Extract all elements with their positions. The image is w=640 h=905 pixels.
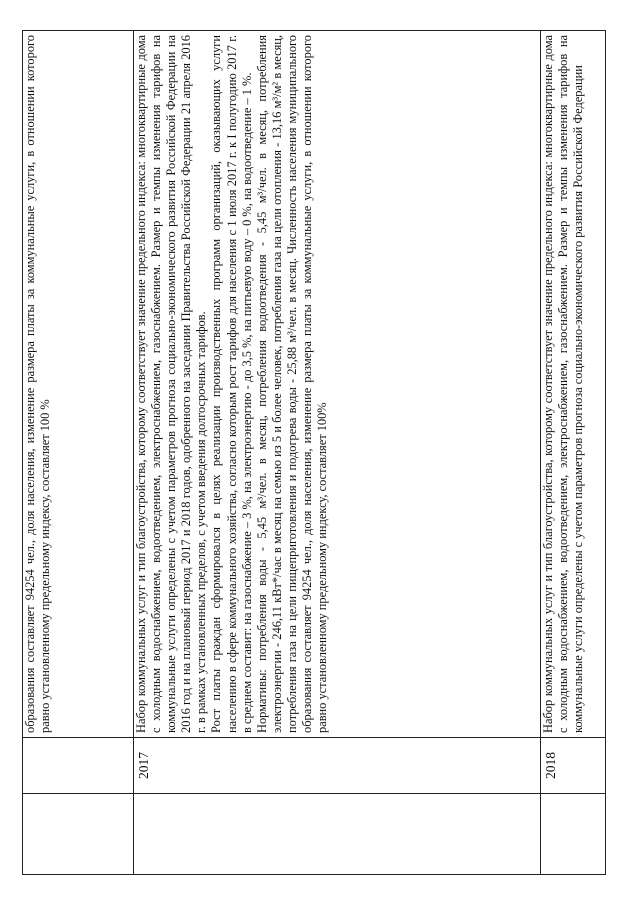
description-cell [541,31,606,738]
year-label [23,738,25,793]
year-cell [134,738,541,794]
year-label: 2017 [136,752,151,779]
year-cell [541,738,606,794]
table-row [23,31,134,875]
empty-cell [541,794,606,875]
description-cell [134,31,541,738]
description-paragraph: Рост платы граждан сформировался в целях реализации производственных программ организаций, оказывающих услуги населению в сфере коммунального хозяйства, согласно которым рост тарифов для населения с 1 июля 2017 г. к I полугодию 2017 г. в среднем составит: на газоснабжение – 3 %, на электроэнергию - до 3,5 %, на питьевую воду – 0 %, на водоотведение – 1 %. [209,35,254,733]
empty-cell [134,794,541,875]
empty-cell [23,794,134,875]
description-paragraph: Нормативы: потребления воды - 5,45 м³/чел. в месяц, потребления водоотведения - 5,45 м³/чел. в месяц, потребления электроэнергии - 246,11 кВт*/час в месяц на семью из 5 и более человек, потребления газа на цели отопления - 13,16 м³/м² в месяц, потребления газа на цели пищеприготовления и подогрева воды - 25,88 м³/чел. в месяц. Численность населения муниципального образования составляет 94254 чел., доля населения, изменение размера платы за коммунальные услуги, в отношении которого равно установленному предельному индексу, составляет 100% [254,35,330,733]
year-cell [23,738,134,794]
description-cell [23,31,134,738]
description-paragraph: Набор коммунальных услуг и тип благоустройства, которому соответствует значение предельного индекса: многоквартирные дома с холодным водоснабжением, водоотведением, электроснабжением, газоснабжением. Размер и темпы изменения тарифов на коммунальные услуги определены с учетом параметров прогноза социально-экономического развития Российской Федерации на 2016 год и на плановый период 2017 и 2018 годов, одобренного на заседании Правительства Российской Федерации 21 апреля 2016 г. в рамках установленных пределов, с учетом введения долгосрочных тарифов. [134,35,209,733]
year-label: 2018 [543,752,558,779]
description-paragraph: образования составляет 94254 чел., доля населения, изменение размера платы за коммунальные услуги, в отношении которого равно установленному предельному индексу, составляет 100 % [23,35,53,733]
table-row [134,31,541,875]
table-row [541,31,606,875]
tariff-table [22,30,606,875]
rotated-document-page [22,30,602,875]
description-paragraph: Набор коммунальных услуг и тип благоустройства, которому соответствует значение предельного индекса: многоквартирные дома с холодным водоснабжением, водоотведением, электроснабжением, газоснабжением. Размер и темпы изменения тарифов на коммунальные услуги определены с учетом параметров прогноза социально-экономического развития Российской Федерации [541,35,586,733]
